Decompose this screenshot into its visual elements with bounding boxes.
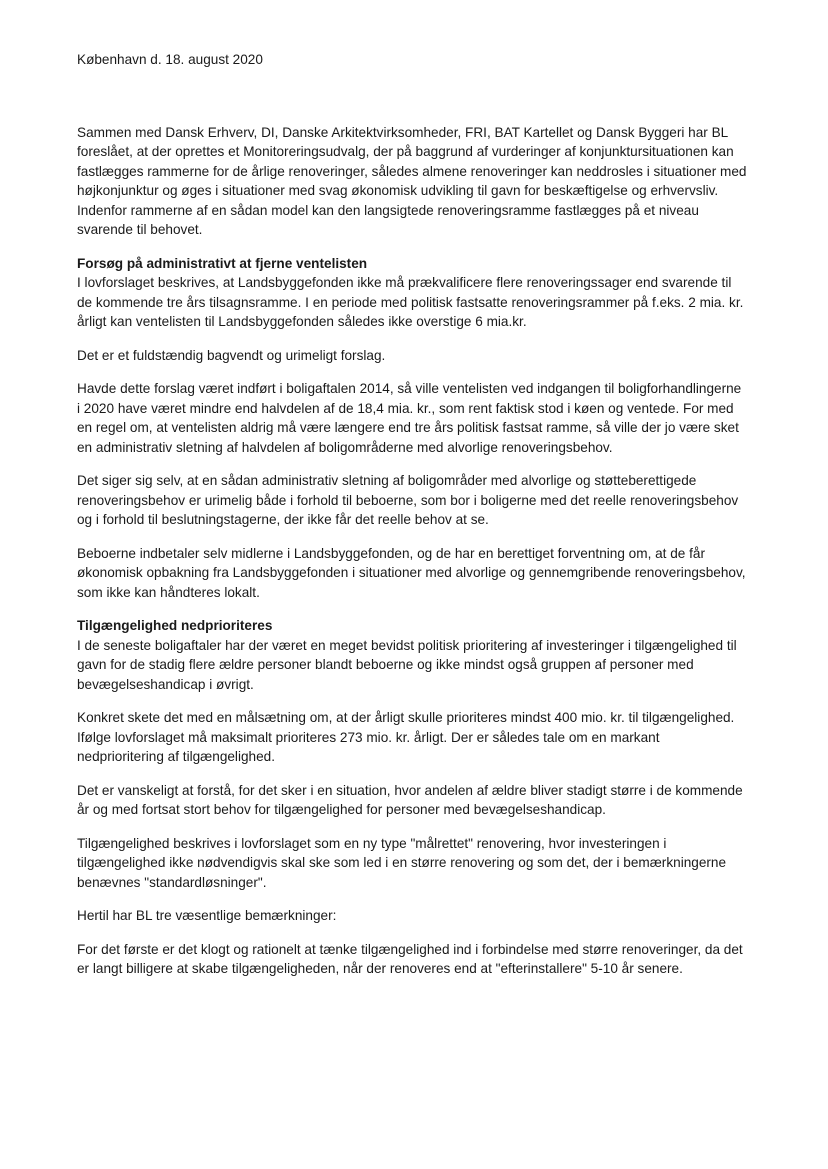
- paragraph: Det er vanskeligt at forstå, for det sker i en situation, hvor andelen af ældre bliver stadigt større i de kommende år og med fortsat stort behov for tilgængelighed for personer med bevægelseshandicap.: [77, 782, 743, 817]
- paragraph: Havde dette forslag været indført i boligaftalen 2014, så ville ventelisten ved indgangen til boligforhandlingerne i 2020 have været mindre end halvdelen af de 18,4 mia. kr., som rent faktisk stod i køen og ventede. For med en regel om, at ventelisten aldrig må være længere end tre års politisk fastsat ramme, så ville der jo være sket en administrativ sletning af halvdelen af boligområderne med alvorlige renoveringsbehov.: [77, 381, 742, 455]
- paragraph: Det er et fuldstændig bagvendt og urimeligt forslag.: [77, 347, 386, 363]
- section-heading-tilgaengelighed: Tilgængelighed nedprioriteres: [77, 618, 273, 633]
- dateline: København d. 18. august 2020: [77, 52, 263, 67]
- section-heading-ventelisten: Forsøg på administrativt at fjerne ventelisten: [77, 255, 368, 271]
- paragraph: I lovforslaget beskrives, at Landsbyggefonden ikke må prækvalificere flere renoveringssager end svarende til de kommende tre års tilsagnsramme. I en periode med politisk fastsatte renoveringsrammer på f.eks. 2 mia. kr. årligt kan ventelisten til Landsbyggefonden således ikke overstige 6 mia.kr.: [77, 275, 744, 329]
- paragraph: I de seneste boligaftaler har der været en meget bevidst politisk prioritering af investeringer i tilgængelighed til gavn for de stadig flere ældre personer blandt beboerne og ikke mindst også gruppen af personer med bevægelseshandicap i øvrigt.: [77, 637, 737, 692]
- section-tilgaengelighed: [77, 616, 748, 694]
- paragraph: Konkret skete det med en målsætning om, at der årligt skulle prioriteres mindst 400 mio. kr. til tilgængelighed. Ifølge lovforslaget må maksimalt prioriteres 273 mio. kr. årligt. Der er således tale om en markant nedprioritering af tilgængelighed.: [77, 710, 735, 764]
- section-ventelisten: [77, 254, 748, 332]
- paragraph: Beboerne indbetaler selv midlerne i Landsbyggefonden, og de har en berettiget forventning om, at de får økonomisk opbakning fra Landsbyggefonden i situationer med alvorlige og gennemgribende renoveringsbehov, som ikke kan håndteres lokalt.: [77, 545, 746, 600]
- paragraph: Det siger sig selv, at en sådan administrativ sletning af boligområder med alvorlige og støtteberettigede renoveringsbehov er urimelig både i forhold til beboerne, som bor i boligerne med det reelle renoveringsbehov og i forhold til beslutningstagerne, der ikke får det reelle behov at se.: [77, 473, 739, 527]
- paragraph: Tilgængelighed beskrives i lovforslaget som en ny type "målrettet" renovering, hvor investeringen i tilgængelighed ikke nødvendigvis skal ske som led i en større renovering og som det, der i bemærkningerne benævnes "standardløsninger".: [77, 835, 727, 890]
- intro-paragraph: Sammen med Dansk Erhverv, DI, Danske Arkitektvirksomheder, FRI, BAT Kartellet og Dansk Byggeri har BL foreslået, at der oprettes et Monitoreringsudvalg, der på baggrund af vurderinger af konjunktursituationen kan fastlægges rammerne for de årlige renoveringer, således almene renoveringer kan neddrosles i situationer med højkonjunktur og øges i situationer med svag økonomisk udvikling til gavn for beskæftigelse og erhvervsliv. Indenfor rammerne af en sådan model kan den langsigtede renoveringsramme fastlægges på et niveau svarende til behovet.: [77, 124, 747, 237]
- paragraph: For det første er det klogt og rationelt at tænke tilgængelighed ind i forbindelse med større renoveringer, da det er langt billigere at skabe tilgængeligheden, når der renoveres end at "efterinstallere" 5-10 år senere.: [77, 941, 743, 976]
- paragraph: Hertil har BL tre væsentlige bemærkninger:: [77, 908, 337, 923]
